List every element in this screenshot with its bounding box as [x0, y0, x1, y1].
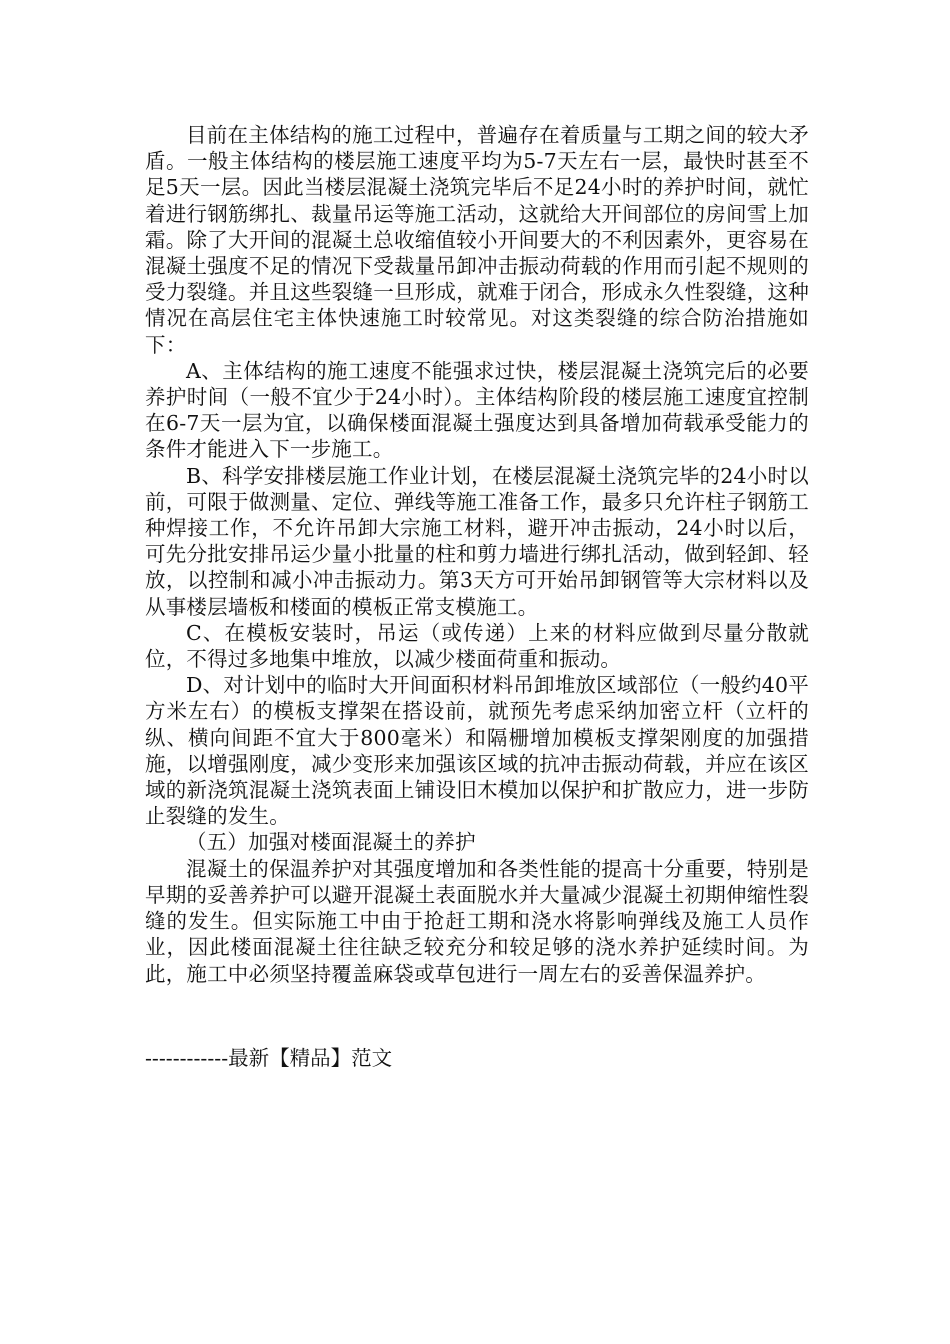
paragraph-measure-d: D、对计划中的临时大开间面积材料吊卸堆放区域部位（一般约40平方米左右）的模板支撑架在搭设前，就预先考虑采纳加密立杆（立杆的纵、横向间距不宜大于800毫米）和隔栅增加模板支撑架刚度的加强措施，以增强刚度，减少变形来加强该区域的抗冲击振动荷载，并应在该区域的新浇筑混凝土浇筑表面上铺设旧木模加以保护和扩散应力，进一步防止裂缝的发生。	[145, 673, 809, 829]
paragraph-curing: 混凝土的保温养护对其强度增加和各类性能的提高十分重要，特别是早期的妥善养护可以避开混凝土表面脱水并大量减少混凝土初期伸缩性裂缝的发生。但实际施工中由于抢赶工期和浇水将影响弹线及施工人员作业，因此楼面混凝土往往缺乏较充分和较足够的浇水养护延续时间。为此，施工中必须坚持覆盖麻袋或草包进行一周左右的妥善保温养护。	[145, 856, 809, 986]
paragraph-measure-a: A、主体结构的施工速度不能强求过快，楼层混凝土浇筑完后的必要养护时间（一般不宜少于24小时）。主体结构阶段的楼层施工速度宜控制在6-7天一层为宜，以确保楼面混凝土强度达到具备增加荷载承受能力的条件才能进入下一步施工。	[145, 358, 809, 462]
paragraph-intro: 目前在主体结构的施工过程中，普遍存在着质量与工期之间的较大矛盾。一般主体结构的楼层施工速度平均为5-7天左右一层，最快时甚至不足5天一层。因此当楼层混凝土浇筑完毕后不足24小时的养护时间，就忙着进行钢筋绑扎、裁量吊运等施工活动，这就给大开间部位的房间雪上加霜。除了大开间的混凝土总收缩值较小开间要大的不利因素外，更容易在混凝土强度不足的情况下受裁量吊卸冲击振动荷载的作用而引起不规则的受力裂缝。并且这些裂缝一旦形成，就难于闭合，形成永久性裂缝，这种情况在高层住宅主体快速施工时较常见。对这类裂缝的综合防治措施如下：	[145, 123, 809, 357]
section-heading: （五）加强对楼面混凝土的养护	[186, 830, 476, 855]
document-body	[145, 122, 809, 987]
paragraph-measure-b: B、科学安排楼层施工作业计划，在楼层混凝土浇筑完毕的24小时以前，可限于做测量、定位、弹线等施工准备工作，最多只允许柱子钢筋工种焊接工作，不允许吊卸大宗施工材料，避开冲击振动，24小时以后，可先分批安排吊运少量小批量的柱和剪力墙进行绑扎活动，做到轻卸、轻放，以控制和减小冲击振动力。第3天方可开始吊卸钢管等大宗材料以及从事楼层墙板和楼面的模板正常支模施工。	[145, 463, 809, 619]
footer-text: ------------最新【精品】范文	[145, 1046, 393, 1070]
paragraph-measure-c: C、在模板安装时，吊运（或传递）上来的材料应做到尽量分散就位，不得过多地集中堆放，以减少楼面荷重和振动。	[145, 620, 809, 672]
